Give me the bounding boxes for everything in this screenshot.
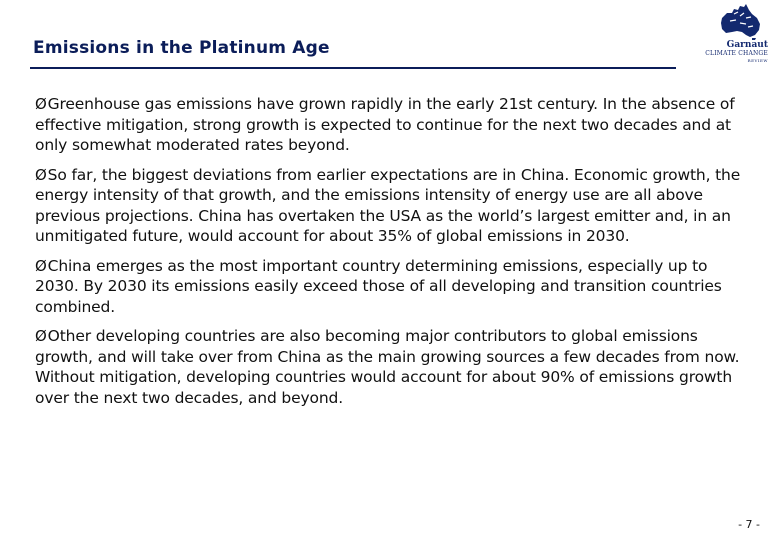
bullet-arrow-icon: Ø (35, 256, 47, 275)
logo-name: Garnaut (726, 40, 768, 50)
bullet-item (35, 256, 753, 318)
bullet-item (35, 326, 753, 408)
logo-subtitle: CLIMATE CHANGE (705, 50, 768, 57)
bullet-item (35, 165, 753, 247)
page-number: - 7 - (738, 518, 760, 531)
bullet-text: So far, the biggest deviations from earlier expectations are in China. Economic growth, the energy intensity of that growth, and the emissions intensity of energy use are all above previous projections. China has overtaken the USA as the world’s largest emitter and, in an unmitigated future, would account for about 35% of global emissions in 2030. (35, 165, 741, 245)
title-underline (30, 67, 676, 69)
garnaut-logo (700, 2, 768, 66)
bullet-arrow-icon: Ø (35, 95, 47, 113)
bullet-text: China emerges as the most important country determining emissions, especially up to 2030. By 2030 its emissions easily exceed those of all developing and transition countries combined. (35, 256, 722, 316)
australia-map-icon (718, 2, 764, 40)
bullet-item (35, 94, 753, 156)
logo-review: REVIEW (747, 58, 768, 63)
bullet-list (35, 94, 753, 417)
bullet-arrow-icon: Ø (35, 165, 47, 184)
bullet-text: Greenhouse gas emissions have grown rapidly in the early 21st century. In the absence of effective mitigation, strong growth is expected to continue for the next two decades and at only somewhat moderated rates beyond. (35, 95, 735, 154)
bullet-text: Other developing countries are also becoming major contributors to global emissions growth, and will take over from China as the main growing sources a few decades from now. Without mitigation, developing countries would account for about 90% of emissions growth over the next two decades, and beyond. (35, 327, 740, 407)
bullet-arrow-icon: Ø (35, 327, 47, 345)
slide-title: Emissions in the Platinum Age (33, 38, 330, 58)
